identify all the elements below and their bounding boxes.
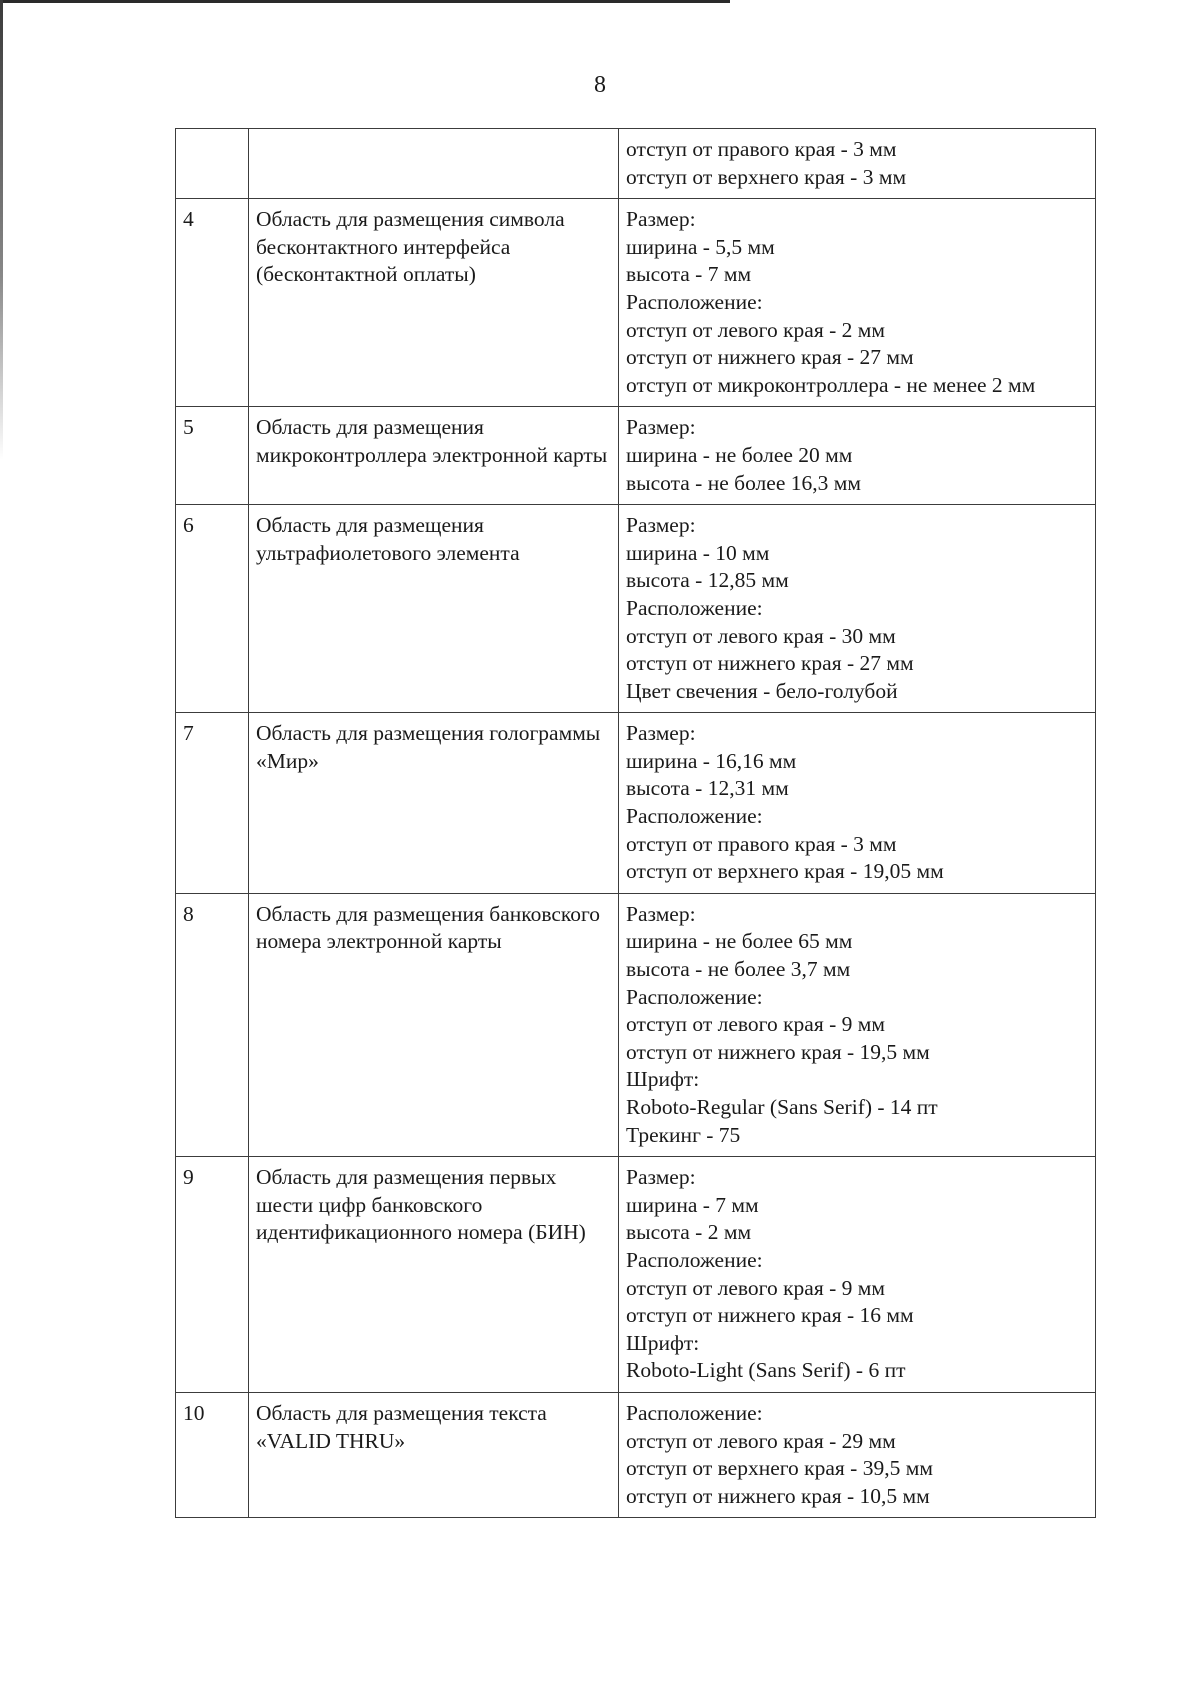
spec-line: Расположение: bbox=[626, 595, 763, 620]
row-number-cell: 7 bbox=[176, 713, 249, 894]
spec-line: ширина - 7 мм bbox=[626, 1192, 759, 1217]
area-spec-cell bbox=[619, 199, 1096, 407]
spec-line: отступ от нижнего края - 27 мм bbox=[626, 651, 914, 676]
spec-line: отступ от нижнего края - 16 мм bbox=[626, 1303, 914, 1328]
spec-line: Расположение: bbox=[626, 1247, 763, 1272]
spec-line: ширина - не более 20 мм bbox=[626, 442, 853, 467]
spec-line: отступ от верхнего края - 19,05 мм bbox=[626, 859, 944, 884]
table-row bbox=[176, 129, 1096, 199]
area-name-cell: Область для размещения микроконтроллера электронной карты bbox=[249, 407, 619, 505]
spec-line: отступ от нижнего края - 10,5 мм bbox=[626, 1483, 930, 1508]
table-row bbox=[176, 505, 1096, 713]
area-spec-cell bbox=[619, 129, 1096, 199]
spec-line: отступ от правого края - 3 мм bbox=[626, 831, 897, 856]
spec-line: Расположение: bbox=[626, 289, 763, 314]
spec-line: Шрифт: bbox=[626, 1067, 700, 1092]
spec-line: высота - 12,85 мм bbox=[626, 568, 789, 593]
specification-table-body bbox=[176, 129, 1096, 1518]
spec-line: ширина - не более 65 мм bbox=[626, 929, 853, 954]
row-number-cell bbox=[176, 129, 249, 199]
spec-line: отступ от левого края - 29 мм bbox=[626, 1428, 896, 1453]
spec-line: Расположение: bbox=[626, 984, 763, 1009]
row-number-cell: 6 bbox=[176, 505, 249, 713]
spec-line: ширина - 5,5 мм bbox=[626, 234, 775, 259]
spec-line: Трекинг - 75 bbox=[626, 1122, 741, 1147]
scan-artifact-top-line bbox=[0, 0, 730, 3]
spec-line: Размер: bbox=[626, 415, 696, 440]
row-number-cell: 5 bbox=[176, 407, 249, 505]
spec-line: отступ от левого края - 30 мм bbox=[626, 623, 896, 648]
table-row bbox=[176, 199, 1096, 407]
spec-line: отступ от нижнего края - 19,5 мм bbox=[626, 1039, 930, 1064]
spec-line: Размер: bbox=[626, 1165, 696, 1190]
specification-table bbox=[175, 128, 1096, 1518]
area-name-cell: Область для размещения ультрафиолетового элемента bbox=[249, 505, 619, 713]
spec-line: Размер: bbox=[626, 901, 696, 926]
page-number: 8 bbox=[594, 72, 606, 98]
spec-line: высота - не более 3,7 мм bbox=[626, 957, 851, 982]
spec-line: высота - 2 мм bbox=[626, 1220, 752, 1245]
spec-line: высота - 7 мм bbox=[626, 262, 752, 287]
table-row bbox=[176, 893, 1096, 1156]
row-number-cell: 4 bbox=[176, 199, 249, 407]
table-row bbox=[176, 1157, 1096, 1393]
spec-line: отступ от нижнего края - 27 мм bbox=[626, 345, 914, 370]
spec-line: отступ от левого края - 9 мм bbox=[626, 1012, 885, 1037]
spec-line: ширина - 16,16 мм bbox=[626, 748, 797, 773]
area-spec-cell bbox=[619, 407, 1096, 505]
spec-line: Расположение: bbox=[626, 804, 763, 829]
table-row bbox=[176, 1392, 1096, 1517]
spec-line: Шрифт: bbox=[626, 1330, 700, 1355]
spec-line: Размер: bbox=[626, 207, 696, 232]
scan-artifact-left-edge bbox=[0, 0, 3, 460]
spec-line: Размер: bbox=[626, 721, 696, 746]
row-number-cell: 8 bbox=[176, 893, 249, 1156]
table-row bbox=[176, 713, 1096, 894]
spec-line: Цвет свечения - бело-голубой bbox=[626, 678, 898, 703]
spec-line: отступ от левого края - 9 мм bbox=[626, 1275, 885, 1300]
spec-line: ширина - 10 мм bbox=[626, 540, 770, 565]
area-name-cell: Область для размещения голограммы «Мир» bbox=[249, 713, 619, 894]
spec-line: Размер: bbox=[626, 513, 696, 538]
area-name-cell: Область для размещения банковского номера электронной карты bbox=[249, 893, 619, 1156]
area-name-cell: Область для размещения текста «VALID THRU» bbox=[249, 1392, 619, 1517]
area-spec-cell bbox=[619, 713, 1096, 894]
spec-line: отступ от микроконтроллера - не менее 2 мм bbox=[626, 372, 1036, 397]
area-spec-cell bbox=[619, 1392, 1096, 1517]
spec-line: отступ от верхнего края - 39,5 мм bbox=[626, 1456, 933, 1481]
spec-line: Roboto-Regular (Sans Serif) - 14 пт bbox=[626, 1095, 938, 1119]
row-number-cell: 9 bbox=[176, 1157, 249, 1393]
spec-line: высота - 12,31 мм bbox=[626, 776, 789, 801]
area-name-cell: Область для размещения символа бесконтактного интерфейса (бесконтактной оплаты) bbox=[249, 199, 619, 407]
area-spec-cell bbox=[619, 893, 1096, 1156]
area-name-cell: Область для размещения первых шести цифр банковского идентификационного номера (БИН) bbox=[249, 1157, 619, 1393]
area-spec-cell bbox=[619, 505, 1096, 713]
spec-line: высота - не более 16,3 мм bbox=[626, 470, 861, 495]
row-number-cell: 10 bbox=[176, 1392, 249, 1517]
area-spec-cell bbox=[619, 1157, 1096, 1393]
area-name-cell bbox=[249, 129, 619, 199]
spec-line: отступ от правого края - 3 мм bbox=[626, 137, 897, 161]
spec-line: Roboto-Light (Sans Serif) - 6 пт bbox=[626, 1358, 906, 1383]
table-row bbox=[176, 407, 1096, 505]
spec-line: отступ от верхнего края - 3 мм bbox=[626, 164, 907, 189]
spec-line: отступ от левого края - 2 мм bbox=[626, 317, 885, 342]
spec-line: Расположение: bbox=[626, 1400, 763, 1425]
